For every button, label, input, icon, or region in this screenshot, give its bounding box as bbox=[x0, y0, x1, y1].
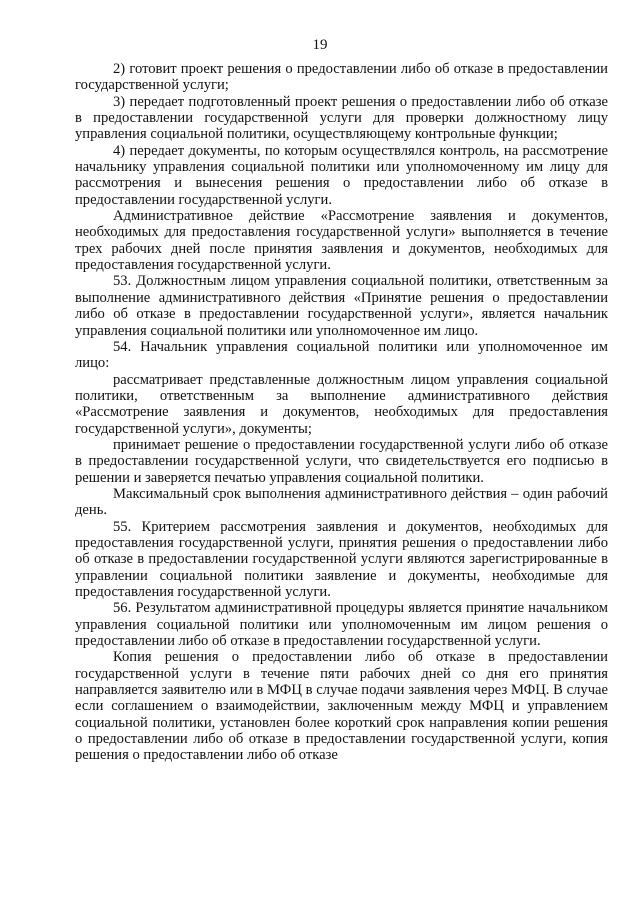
paragraph-55: 55. Критерием рассмотрения заявления и документов, необходимых для предоставления государственной услуги, принятия решения о предоставлении либо об отказе в предоставлении государственной услуги являются зарегистрированные в управлении социальной политики заявление и документы, необходимые для предоставления государственной услуги. bbox=[75, 518, 608, 600]
paragraph-54-decides: принимает решение о предоставлении государственной услуги либо об отказе в предоставлении государственной услуги, что свидетельствуется его подписью в решении и заверяется печатью управления социальной политики. bbox=[75, 436, 608, 486]
paragraph-item-4: 4) передает документы, по которым осуществлялся контроль, на рассмотрение начальнику управления социальной политики или уполномоченному им лицу для рассмотрения и вынесения решения о предоставлении либо об отказе в предоставлении государственной услуги. bbox=[75, 142, 608, 208]
paragraph-review-action: Административное действие «Рассмотрение заявления и документов, необходимых для предоставления государственной услуги» выполняется в течение трех рабочих дней после принятия заявления и документов, необходимых для предоставления государственной услуги. bbox=[75, 208, 608, 274]
paragraph-max-term: Максимальный срок выполнения административного действия – один рабочий день. bbox=[75, 485, 608, 519]
paragraph-54-reviews: рассматривает представленные должностным лицом управления социальной политики, ответственным за выполнение административного действия «Рассмотрение заявления и документов, необходимых для предоставления государственной услуги», документы; bbox=[75, 371, 608, 437]
document-body bbox=[75, 61, 608, 764]
paragraph-item-3: 3) передает подготовленный проект решения о предоставлении либо об отказе в предоставлении государственной услуги для проверки должностному лицу управления социальной политики, осуществляющему контрольные функции; bbox=[75, 93, 608, 143]
paragraph-56: 56. Результатом административной процедуры является принятие начальником управления социальной политики или уполномоченным им лицом решения о предоставлении либо об отказе в предоставлении государственной услуги. bbox=[75, 600, 608, 650]
paragraph-53: 53. Должностным лицом управления социальной политики, ответственным за выполнение административного действия «Принятие решения о предоставлении либо об отказе в предоставлении государственной услуги», является начальник управления социальной политики или уполномоченное им лицо. bbox=[75, 273, 608, 339]
paragraph-copy-of-decision: Копия решения о предоставлении либо об отказе в предоставлении государственной услуги в течение пяти рабочих дней со дня его принятия направляется заявителю или в МФЦ в случае подачи заявления через МФЦ. В случае если соглашением о взаимодействии, заключенным между МФЦ и управлением социальной политики, установлен более короткий срок направления копии решения о предоставлении либо об отказе в предоставлении государственной услуги, копия решения о предоставлении либо об отказе bbox=[75, 649, 608, 764]
page-number: 19 bbox=[312, 37, 328, 53]
paragraph-54: 54. Начальник управления социальной политики или уполномоченное им лицо: bbox=[75, 338, 608, 372]
paragraph-item-2: 2) готовит проект решения о предоставлении либо об отказе в предоставлении государственной услуги; bbox=[75, 61, 608, 94]
